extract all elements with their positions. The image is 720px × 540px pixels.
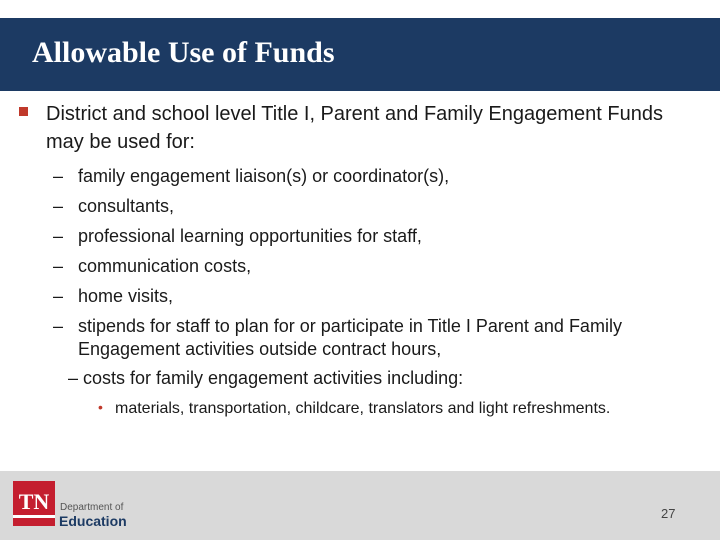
dash-icon: – xyxy=(52,226,63,246)
logo-department: Department of xyxy=(60,502,124,513)
list-item-text: home visits, xyxy=(78,286,174,306)
dash-icon: – xyxy=(52,316,63,336)
list-item xyxy=(52,255,688,278)
slide-content xyxy=(0,100,720,420)
list-item xyxy=(52,225,688,248)
main-bullet-bold: District and school xyxy=(46,103,210,125)
list-item xyxy=(52,285,688,308)
sub-sub-item-text: materials, transportation, childcare, translators and light refreshments. xyxy=(115,400,611,417)
slide-title: Allowable Use of Funds xyxy=(32,36,335,69)
square-bullet-icon xyxy=(19,107,28,116)
sub-list xyxy=(0,165,720,390)
list-item-text: stipends for staff to plan for or participate in Title I Parent and Family Engagement activities outside contract hours, xyxy=(78,316,622,359)
list-item xyxy=(52,315,688,361)
dash-icon: – xyxy=(52,196,63,216)
dash-icon: – xyxy=(52,286,63,306)
list-item-text: communication costs, xyxy=(78,256,252,276)
main-bullet xyxy=(46,100,666,156)
list-item xyxy=(67,367,693,390)
logo-education: Education xyxy=(59,513,127,529)
bullet-dot-icon: • xyxy=(98,399,103,415)
main-bullet-text: level Title I, Parent and Family Engagement Funds may be used for: xyxy=(46,103,663,153)
list-item xyxy=(52,195,688,218)
dash-icon: – xyxy=(67,368,78,388)
logo-stripe xyxy=(13,515,55,518)
dash-icon: – xyxy=(52,166,63,186)
page-number: 27 xyxy=(661,506,676,521)
list-item-text: professional learning opportunities for staff, xyxy=(78,226,422,246)
dash-icon: – xyxy=(52,256,63,276)
sub-sub-item xyxy=(98,397,630,420)
list-item-text: consultants, xyxy=(78,196,175,216)
logo-mark: TN xyxy=(18,489,50,514)
list-item-text: costs for family engagement activities including: xyxy=(83,368,464,388)
list-item xyxy=(52,165,688,188)
list-item-text: family engagement liaison(s) or coordinator(s), xyxy=(78,166,450,186)
